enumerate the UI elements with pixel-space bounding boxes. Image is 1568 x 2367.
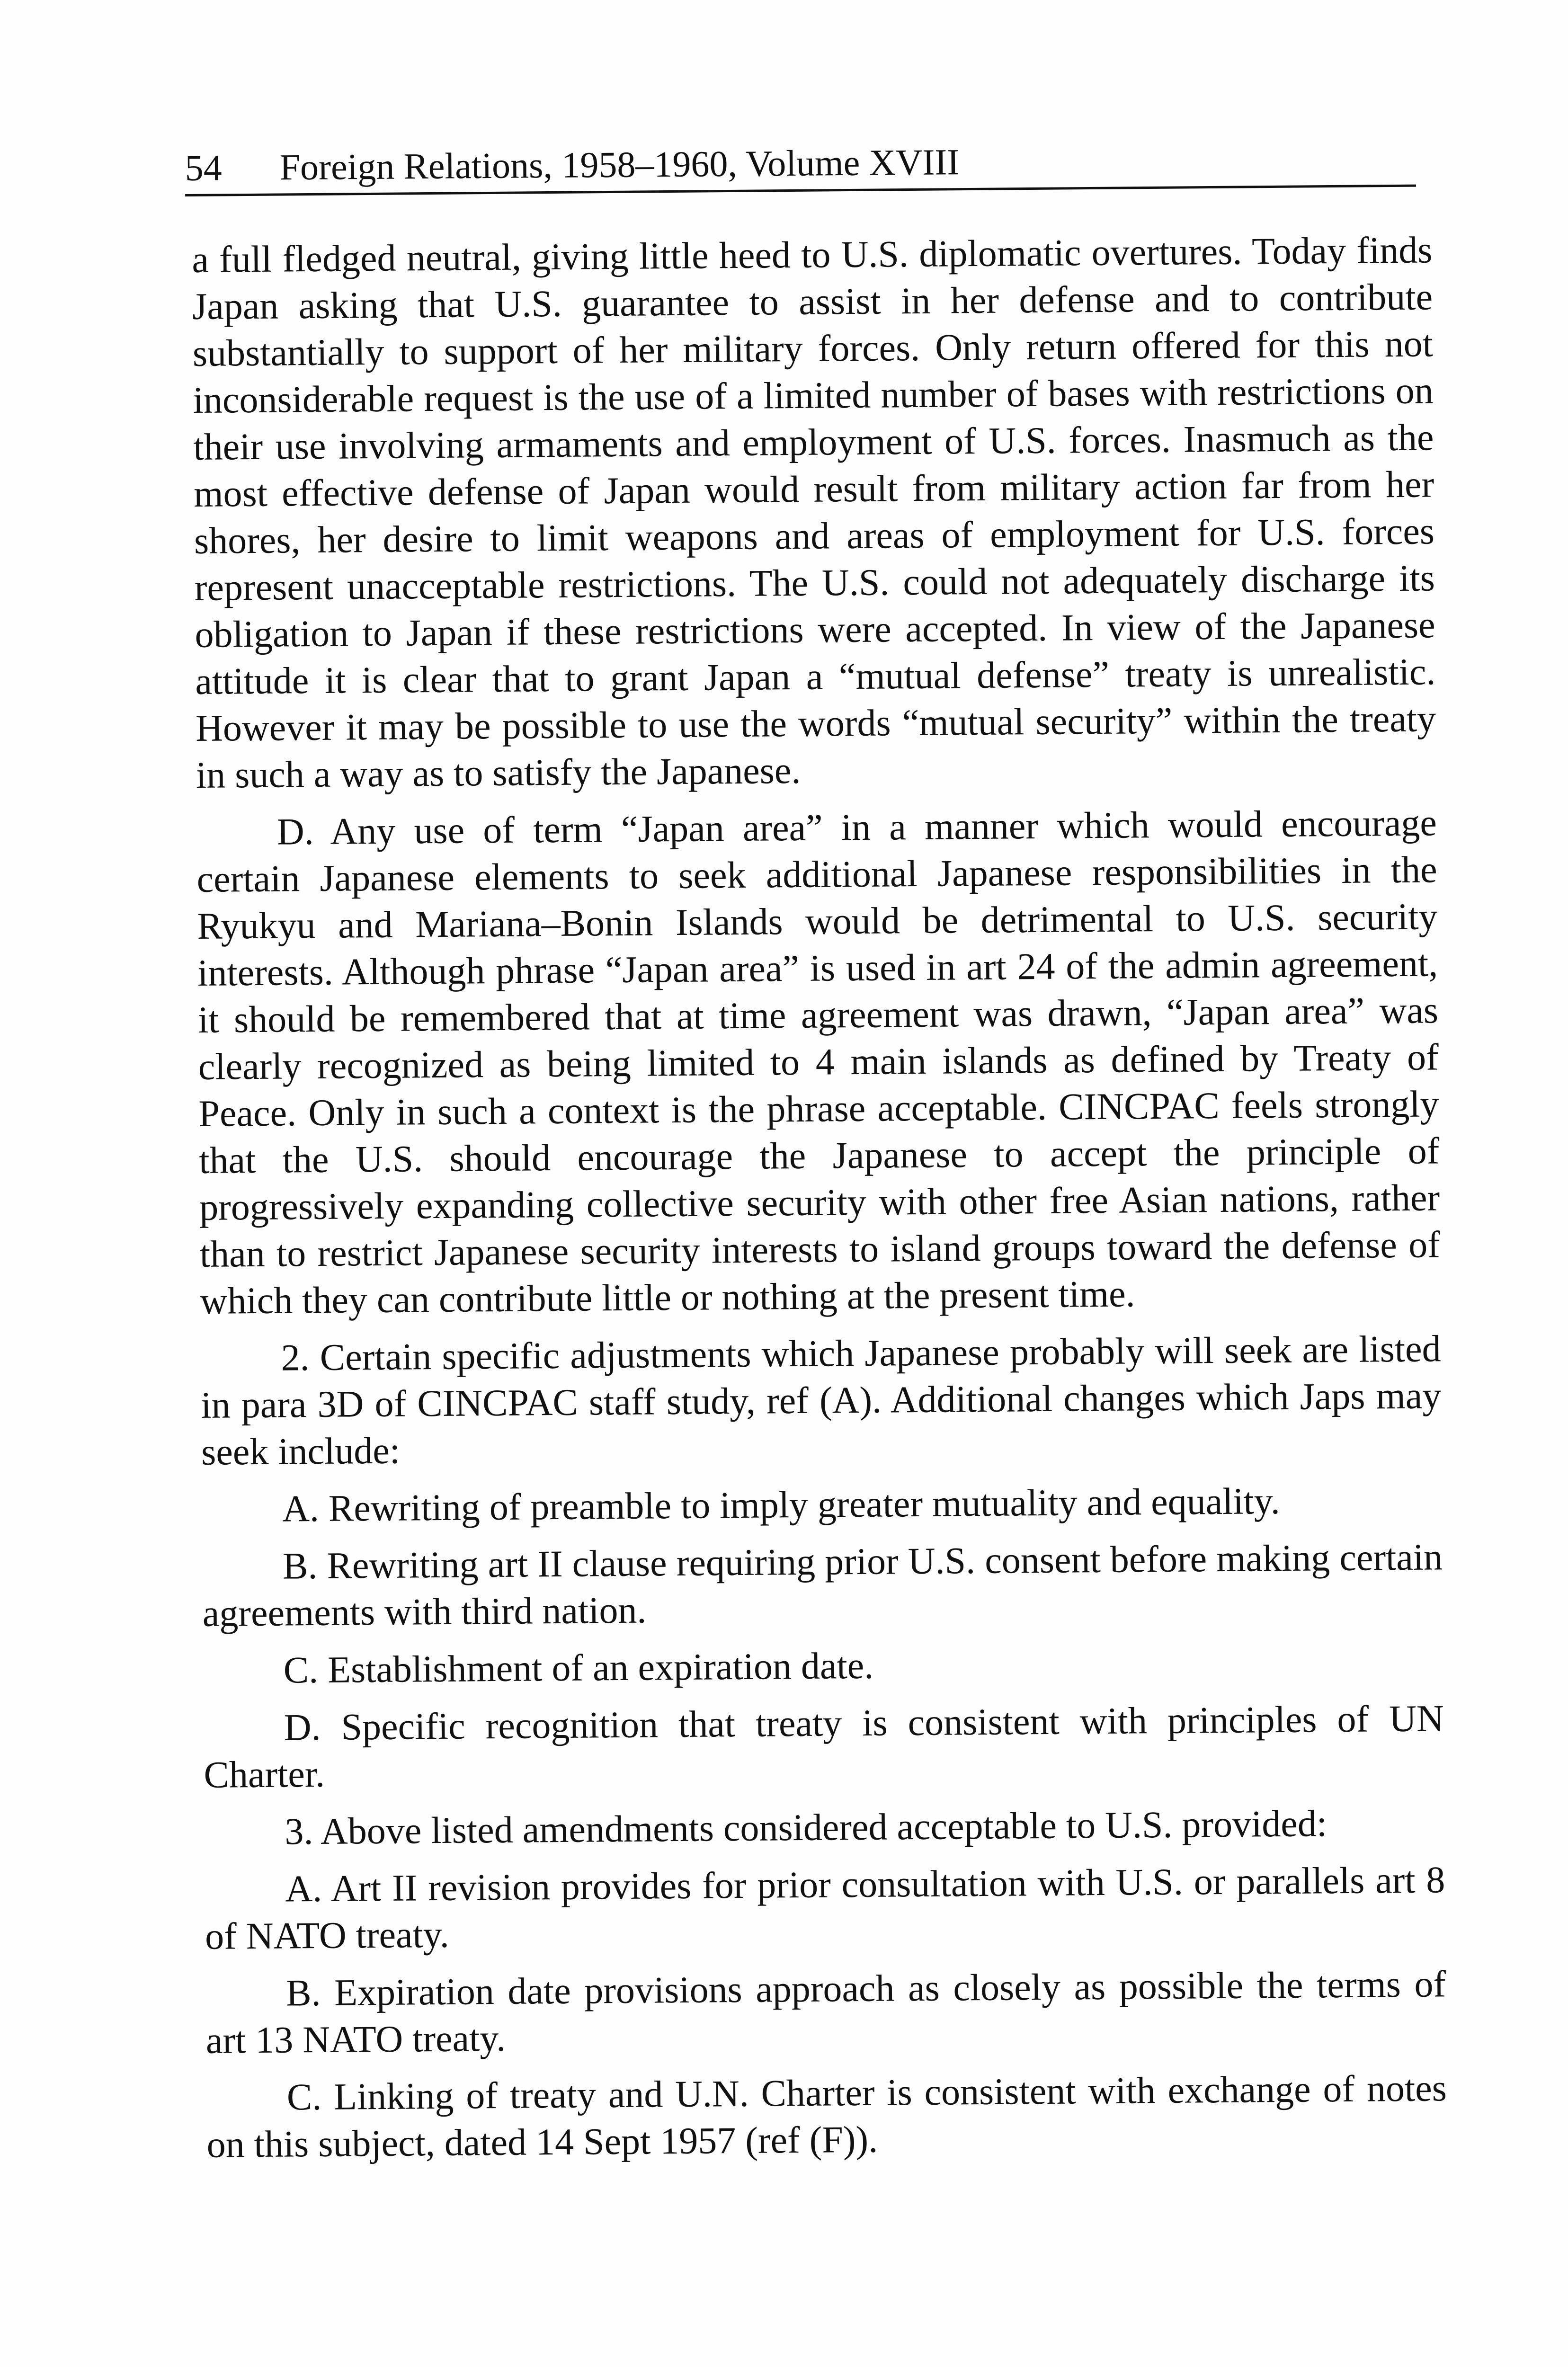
item-b-expiration-provisions: B. Expiration date provisions approach as closely as possible the terms of art 13 NATO treaty. (205, 1963, 1446, 2062)
body-text (192, 227, 1447, 2179)
paragraph-d-japan-area: D. Any use of term “Japan area” in a manner which would encourage certain Japanese elements to seek additional Japanese responsibilities in the Ryukyu and Mariana–Bonin Islands would be detrimental to U.S. security interests. Although phrase “Japan area” is used in art 24 of the admin agreement, it should be remembered that at time agreement was drawn, “Japan area” was clearly recognized as being limited to 4 main islands as defined by Treaty of Peace. Only in such a context is the phrase acceptable. CINCPAC feels strongly that the U.S. should encourage the Japanese to accept the principle of progressively expanding collective security with other free Asian nations, rather than to restrict Japanese security interests to island groups toward the defense of which they can contribute little or nothing at the present time. (196, 802, 1441, 1322)
item-a-art-ii-revision: A. Art II revision provides for prior consultation with U.S. or parallels art 8 of NATO treaty. (205, 1859, 1445, 1958)
paragraph-continuation: a full fledged neutral, giving little heed to U.S. diplomatic overtures. Today finds Japan asking that U.S. guarantee to assist in her defense and to contribute substantially to support of her military forces. Only return offered for this not inconsiderable request is the use of a limited number of bases with restrictions on their use involving armaments and employment of U.S. forces. Inasmuch as the most effective defense of Japan would result from military action far from her shores, her desire to limit weapons and areas of employment for U.S. forces represent unacceptable restrictions. The U.S. could not adequately discharge its obligation to Japan if these restrictions were accepted. In view of the Japanese attitude it is clear that to grant Japan a “mutual defense” treaty is unrealistic. However it may be possible to use the words “mutual security” within the treaty in such a way as to satisfy the Japanese. (192, 229, 1436, 796)
paragraph-2-adjustments: 2. Certain specific adjustments which Japanese probably will seek are listed in para 3D of CINCPAC staff study, ref (A). Additional changes which Japs may seek include: (201, 1328, 1442, 1473)
item-c-un-linking: C. Linking of treaty and U.N. Charter is consistent with exchange of notes on this subject, dated 14 Sept 1957 (ref (F)). (206, 2067, 1447, 2166)
item-c-expiration: C. Establishment of an expiration date. (283, 1645, 874, 1691)
running-title: Foreign Relations, 1958–1960, Volume XVIII (279, 141, 960, 188)
item-d-un-charter: D. Specific recognition that treaty is consistent with principles of UN Charter. (204, 1698, 1444, 1796)
item-b-art-ii: B. Rewriting art II clause requiring prior U.S. consent before making certain agreements with third nation. (202, 1536, 1443, 1635)
page-number: 54 (185, 147, 223, 188)
paragraph-3-amendments: 3. Above listed amendments considered acceptable to U.S. provided: (285, 1803, 1327, 1853)
running-header (185, 118, 1416, 199)
item-a-preamble: A. Rewriting of preamble to imply greater mutuality and equality. (282, 1480, 1280, 1530)
